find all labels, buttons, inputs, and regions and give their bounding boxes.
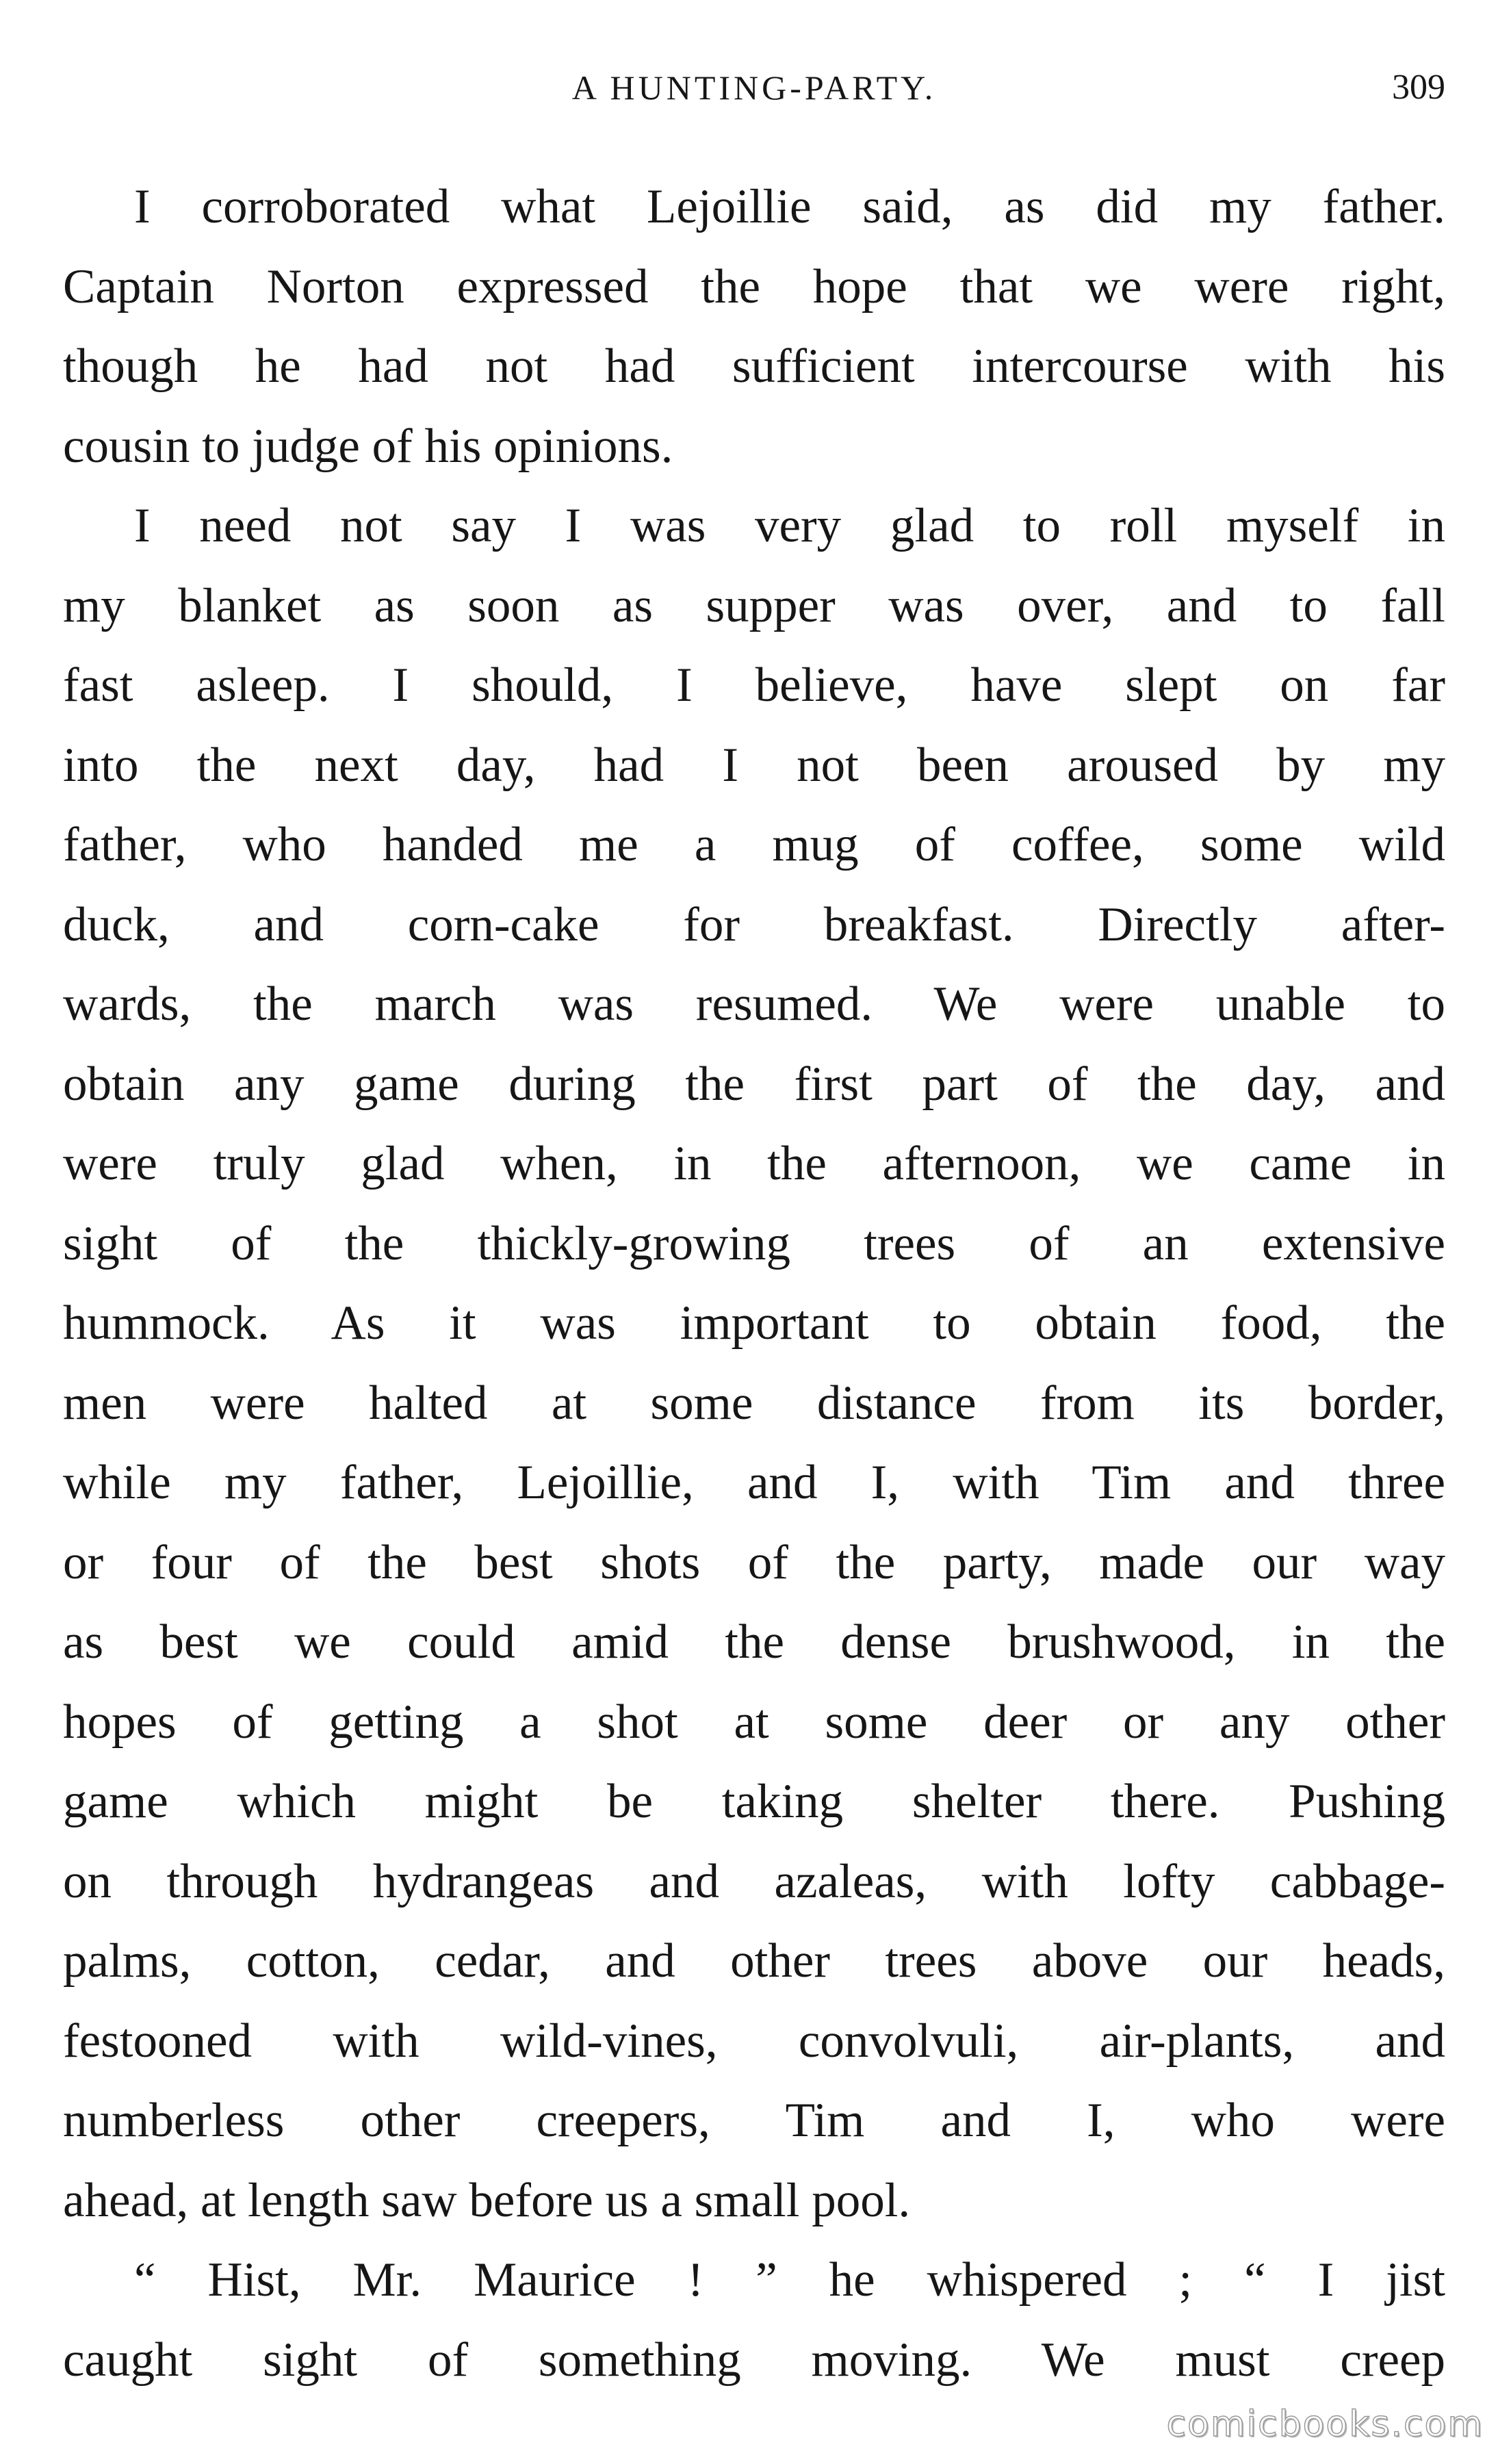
text-line: while my father, Lejoillie, and I, with Tim and three <box>63 1456 1445 1509</box>
text-line: on through hydrangeas and azaleas, with lofty cabbage- <box>63 1854 1445 1908</box>
text-line: wards, the march was resumed. We were unable to <box>63 977 1445 1031</box>
text-line: ahead, at length saw before us a small pool. <box>63 2173 911 2227</box>
text-line: hummock. As it was important to obtain food, the <box>63 1296 1445 1350</box>
text-line: caught sight of something moving. We must creep <box>63 2333 1445 2387</box>
text-line: I need not say I was very glad to roll myself in <box>134 499 1445 552</box>
text-line: game which might be taking shelter there. Pushing <box>63 1775 1445 1828</box>
text-line: hopes of getting a shot at some deer or any other <box>63 1695 1445 1749</box>
text-line: palms, cotton, cedar, and other trees above our heads, <box>63 1934 1445 1988</box>
chapter-title: A HUNTING-PARTY. <box>571 68 937 107</box>
text-line: sight of the thickly-growing trees of an extensive <box>63 1216 1445 1270</box>
running-header <box>63 60 1445 115</box>
text-line: fast asleep. I should, I believe, have slept on far <box>63 658 1445 712</box>
text-line: cousin to judge of his opinions. <box>63 419 673 473</box>
text-line: festooned with wild-vines, convolvuli, air-plants, and <box>63 2014 1445 2068</box>
page-number: 309 <box>1392 68 1445 107</box>
text-line: obtain any game during the first part of the day, and <box>63 1057 1445 1111</box>
text-line: as best we could amid the dense brushwood, in the <box>63 1615 1445 1669</box>
text-line: numberless other creepers, Tim and I, who were <box>63 2094 1445 2147</box>
text-line: men were halted at some distance from its border, <box>63 1376 1445 1430</box>
text-line: “ Hist, Mr. Maurice ! ” he whispered ; “ I jist <box>134 2253 1445 2307</box>
text-line: I corroborated what Lejoillie said, as did my father. <box>134 180 1445 233</box>
text-line: though he had not had sufficient intercourse with his <box>63 339 1445 393</box>
text-line: duck, and corn-cake for breakfast. Directly after- <box>63 897 1445 951</box>
text-line: or four of the best shots of the party, made our way <box>63 1535 1445 1589</box>
watermark: comicbooks.com <box>1166 2404 1484 2445</box>
text-line: father, who handed me a mug of coffee, some wild <box>63 818 1445 871</box>
body-text <box>63 167 1445 2400</box>
text-line: Captain Norton expressed the hope that we were right, <box>63 259 1445 313</box>
text-line: my blanket as soon as supper was over, and to fall <box>63 578 1445 632</box>
text-line: were truly glad when, in the afternoon, we came in <box>63 1137 1445 1190</box>
text-line: into the next day, had I not been aroused by my <box>63 738 1445 792</box>
